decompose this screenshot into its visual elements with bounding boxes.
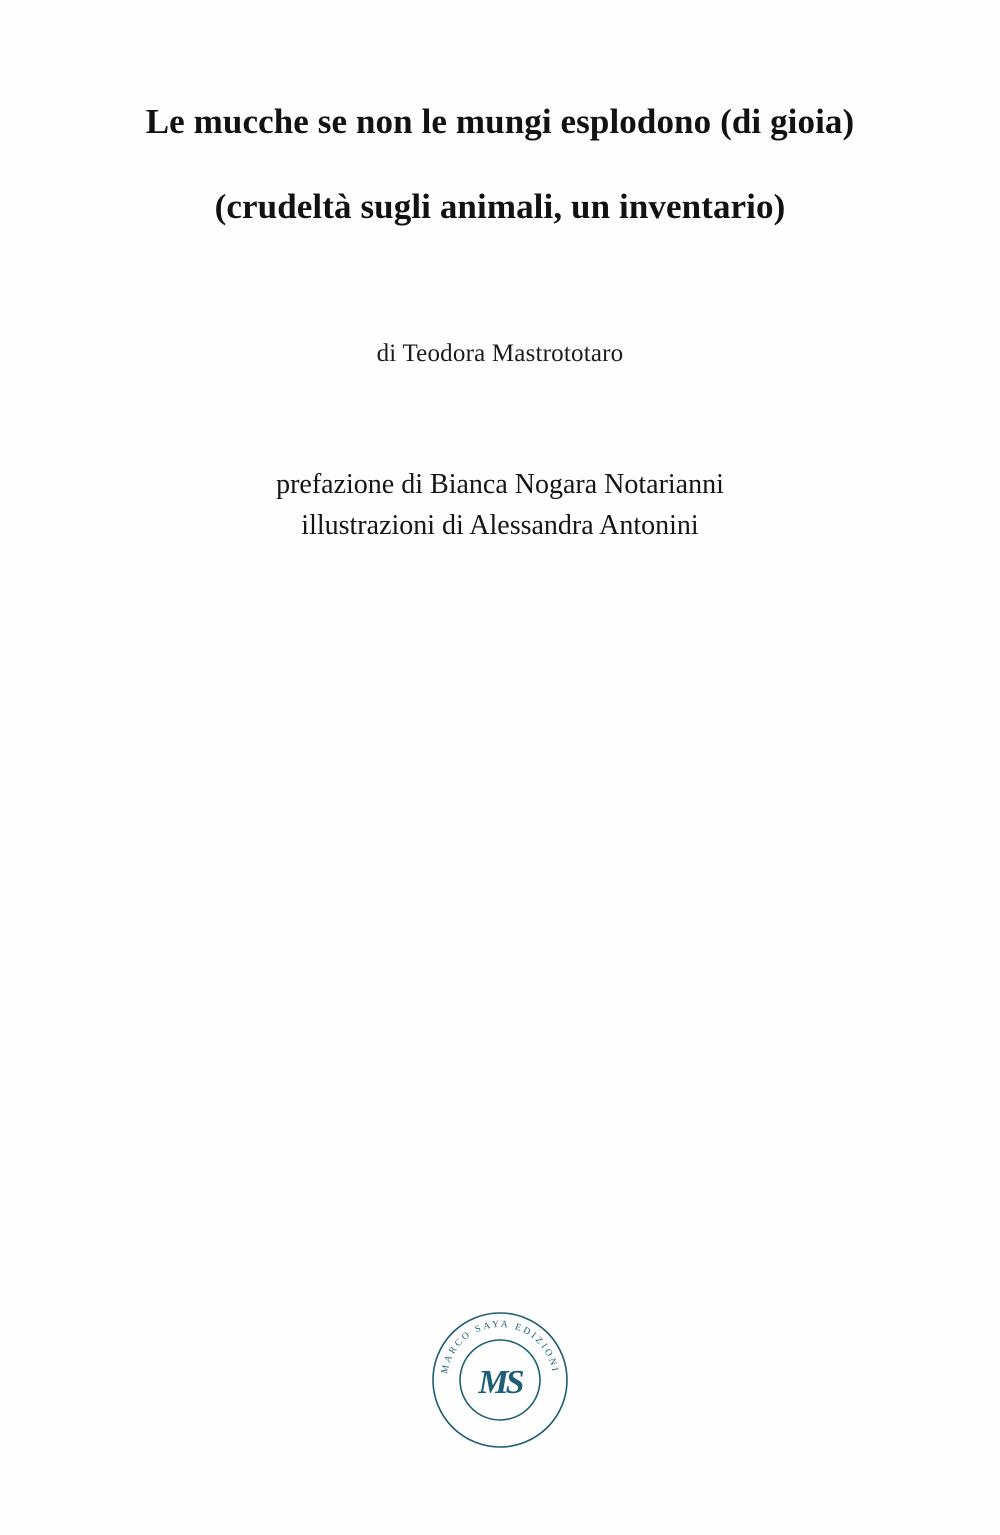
publisher-logo	[425, 1305, 575, 1455]
credits-block	[70, 465, 930, 546]
page-title	[70, 104, 930, 226]
credit-preface: prefazione di Bianca Nogara Notarianni	[276, 469, 724, 500]
author-byline: di Teodora Mastrototaro	[376, 340, 624, 367]
title-line-subtitle: (crudeltà sugli animali, un inventario)	[214, 186, 786, 226]
credit-illustrations: illustrazioni di Alessandra Antonini	[301, 509, 699, 541]
publisher-circular-text: MARCO SAYA EDIZIONI	[440, 1319, 560, 1375]
title-line-primary: Le mucche se non le mungi esplodono (di gioia)	[145, 102, 855, 141]
publisher-monogram: MS	[478, 1364, 522, 1401]
